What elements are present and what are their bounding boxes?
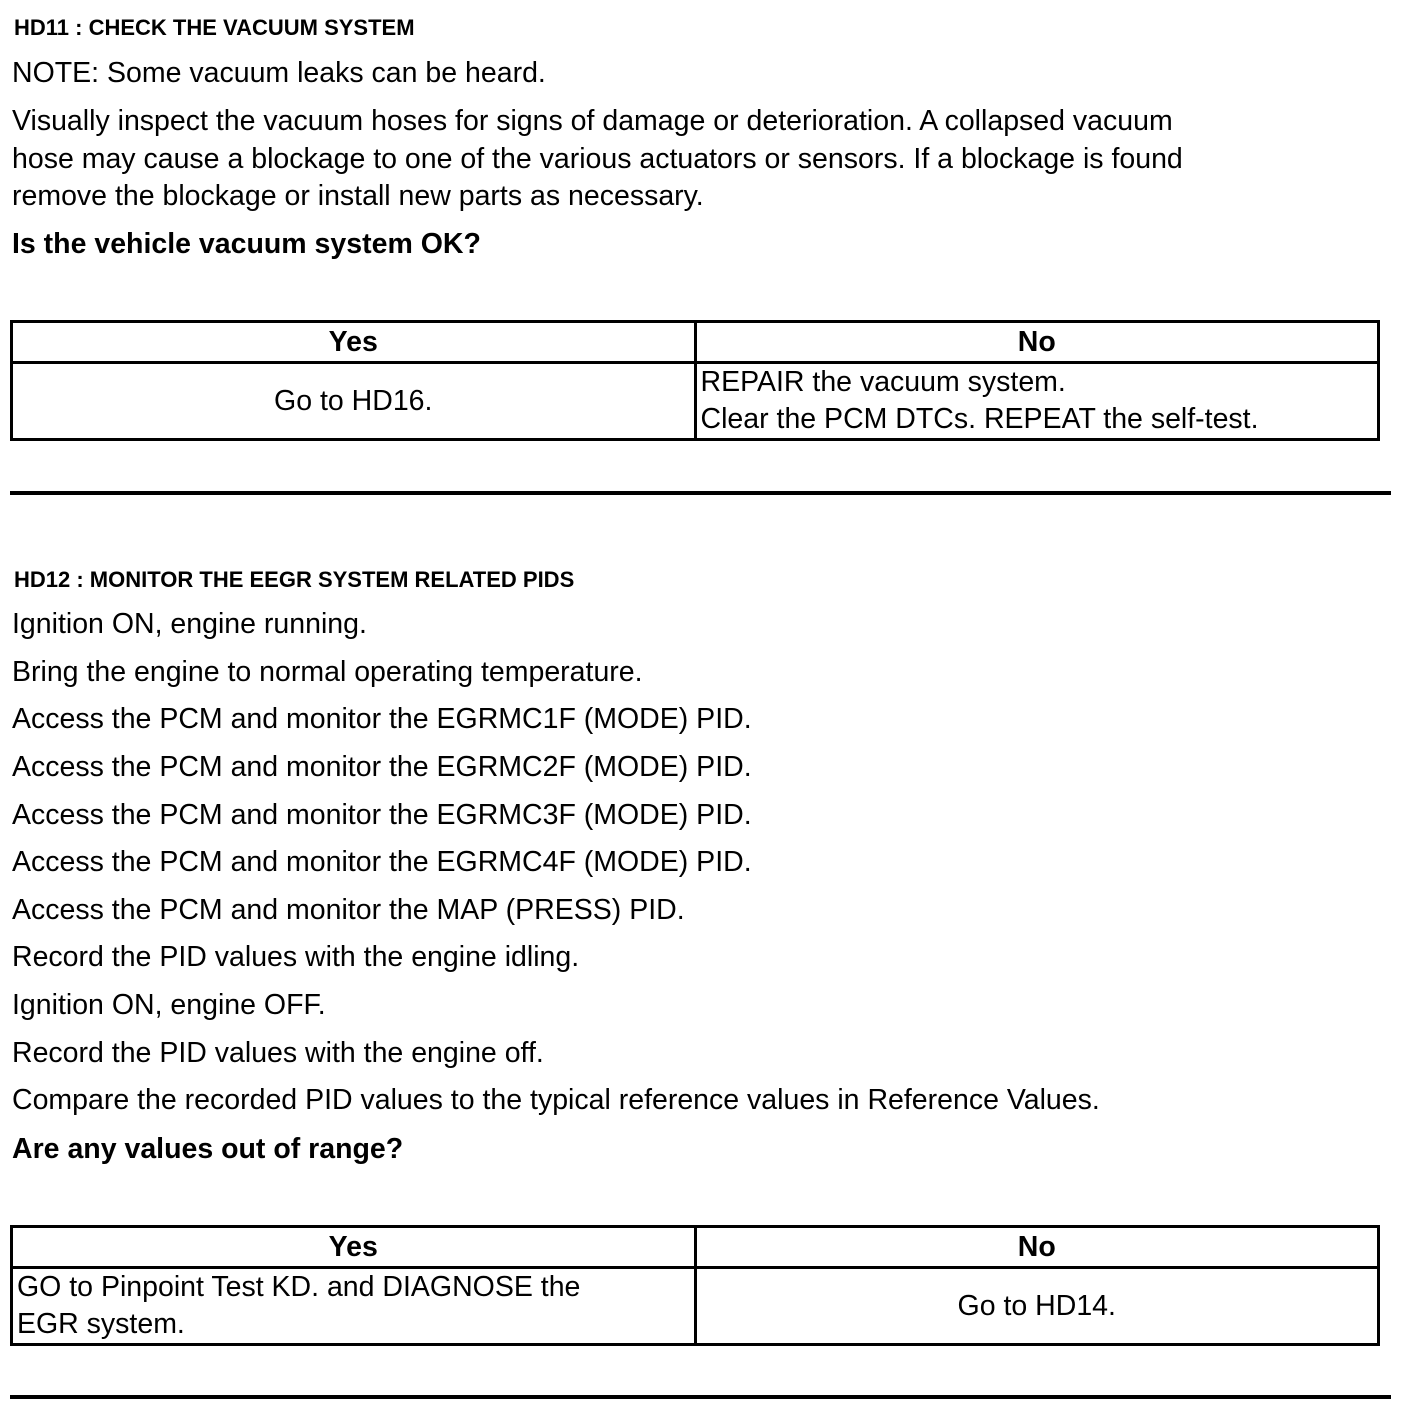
- instruction-line: Access the PCM and monitor the EGRMC3F (MODE) PID.: [12, 799, 752, 831]
- note-text: NOTE: Some vacuum leaks can be heard.: [12, 57, 546, 89]
- instruction-line: Access the PCM and monitor the MAP (PRESS) PID.: [12, 894, 685, 926]
- section-divider: [10, 491, 1391, 495]
- instruction-line: hose may cause a blockage to one of the various actuators or sensors. If a blockage is found: [12, 143, 1183, 175]
- no-action-text: REPAIR the vacuum system.: [700, 366, 1066, 398]
- yes-action-text: GO to Pinpoint Test KD. and DIAGNOSE the: [17, 1271, 581, 1303]
- yes-action-text: Go to HD16.: [274, 384, 433, 417]
- no-action-text: Go to HD14.: [957, 1289, 1116, 1322]
- instruction-line: Compare the recorded PID values to the typical reference values in Reference Values.: [12, 1084, 1100, 1116]
- instruction-line: Record the PID values with the engine idling.: [12, 941, 580, 973]
- yes-action: [12, 1268, 696, 1345]
- instruction-line: Bring the engine to normal operating temperature.: [12, 656, 643, 688]
- instruction-line: Access the PCM and monitor the EGRMC4F (MODE) PID.: [12, 846, 752, 878]
- instruction-line: Access the PCM and monitor the EGRMC2F (MODE) PID.: [12, 751, 752, 783]
- step-question: Is the vehicle vacuum system OK?: [12, 228, 481, 260]
- no-action: [695, 1268, 1379, 1345]
- instruction-line: remove the blockage or install new parts as necessary.: [12, 180, 704, 212]
- step-question: Are any values out of range?: [12, 1133, 404, 1165]
- step-heading: HD12 : MONITOR THE EEGR SYSTEM RELATED PIDS: [14, 567, 575, 592]
- no-action-text: Clear the PCM DTCs. REPEAT the self-test.: [700, 403, 1259, 435]
- yes-action-text: EGR system.: [17, 1308, 185, 1340]
- no-header: No: [695, 1227, 1379, 1268]
- instruction-line: Visually inspect the vacuum hoses for signs of damage or deterioration. A collapsed vacuum: [12, 105, 1173, 137]
- instruction-line: Ignition ON, engine OFF.: [12, 989, 326, 1021]
- yes-header: Yes: [12, 322, 696, 363]
- result-table: [10, 1225, 1380, 1346]
- instruction-line: Ignition ON, engine running.: [12, 608, 367, 640]
- no-header: No: [695, 322, 1379, 363]
- result-table: [10, 320, 1380, 441]
- section-divider: [10, 1395, 1391, 1399]
- yes-action: [12, 363, 696, 440]
- yes-header: Yes: [12, 1227, 696, 1268]
- step-heading: HD11 : CHECK THE VACUUM SYSTEM: [14, 15, 415, 40]
- instruction-line: Record the PID values with the engine off.: [12, 1037, 544, 1069]
- instruction-line: Access the PCM and monitor the EGRMC1F (MODE) PID.: [12, 703, 752, 735]
- no-action: [695, 363, 1379, 440]
